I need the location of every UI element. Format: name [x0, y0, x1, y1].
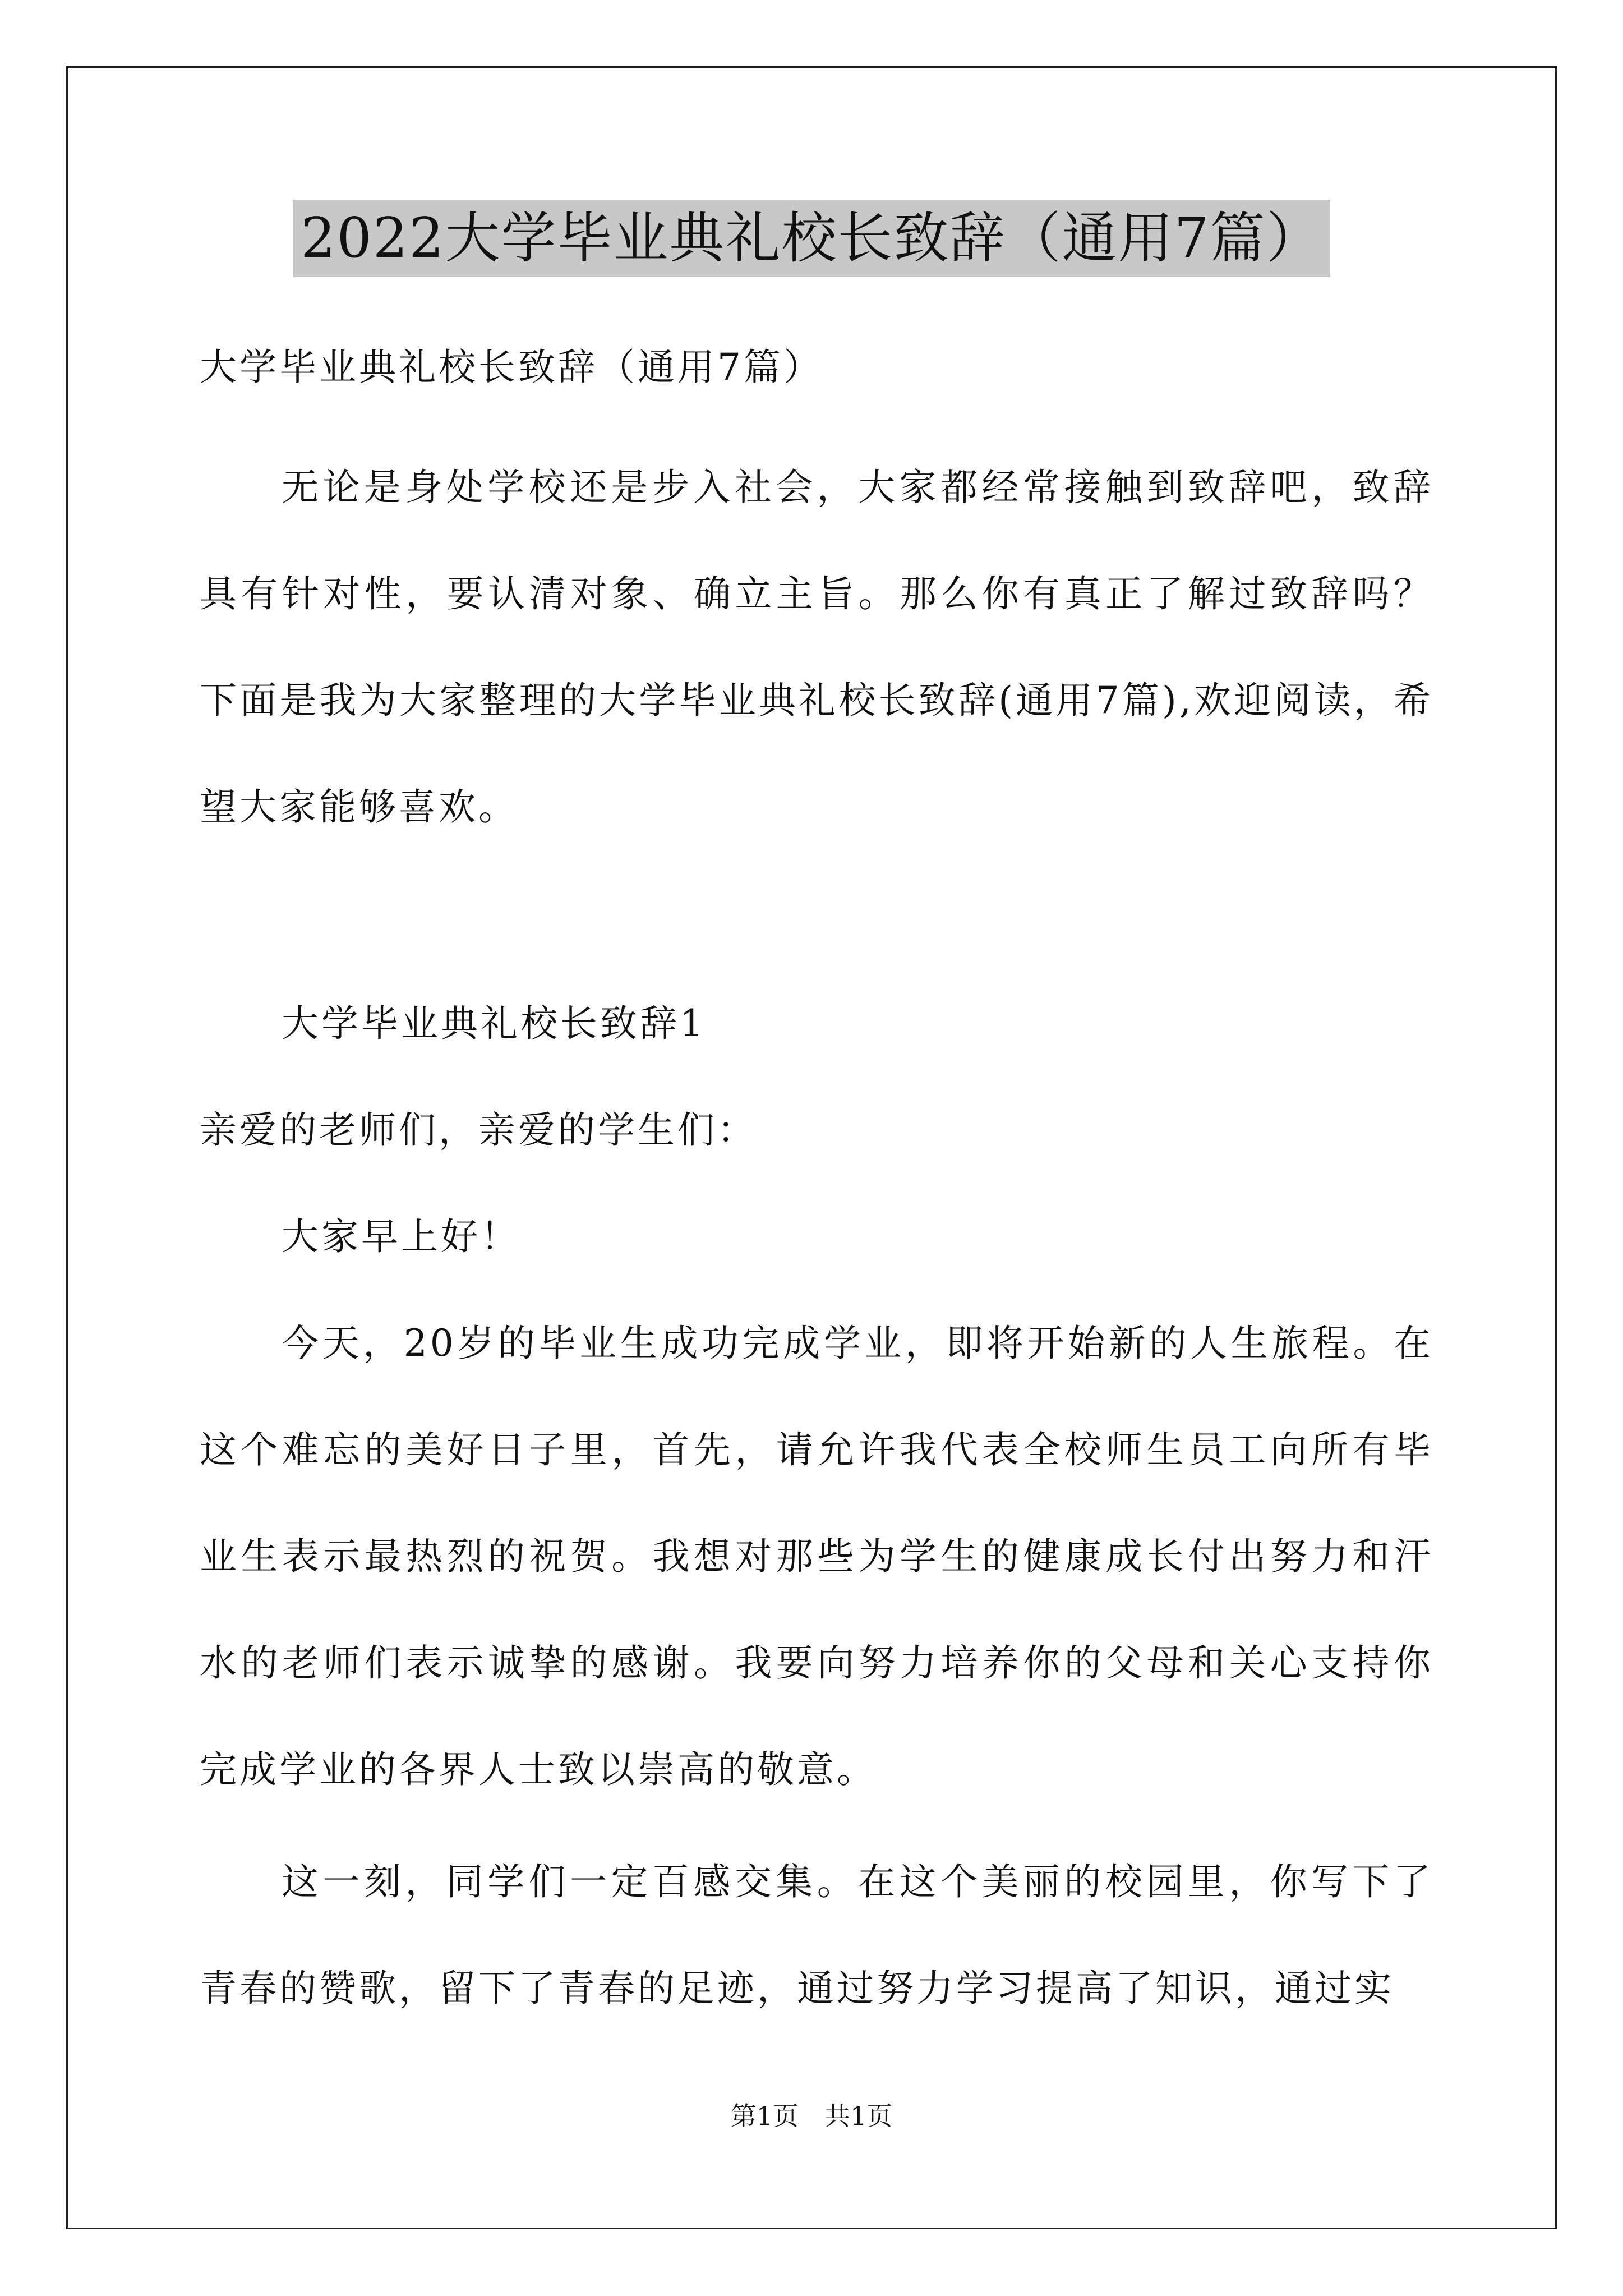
- document-title: 2022大学毕业典礼校长致辞（通用7篇）: [293, 200, 1330, 277]
- body-paragraph-2: 这一刻，同学们一定百感交集。在这个美丽的校园里，你写下了青春的赞歌，留下了青春的足迹，通过努力学习提高了知识，通过实: [200, 1860, 1433, 2010]
- body-paragraph-1: 今天，20岁的毕业生成功完成学业，即将开始新的人生旅程。在这个难忘的美好日子里，首先，请允许我代表全校师生员工向所有毕业生表示最热烈的祝贺。我想对那些为学生的健康成长付出努力和汗水的老师们表示诚挚的感谢。我要向努力培养你的父母和关心支持你完成学业的各界人士致以崇高的敬意。: [200, 1322, 1433, 1791]
- title-container: [0, 200, 1623, 277]
- intro-paragraph: 无论是身处学校还是步入社会，大家都经常接触到致辞吧，致辞具有针对性，要认清对象、确立主旨。那么你有真正了解过致辞吗？下面是我为大家整理的大学毕业典礼校长致辞(通用7篇),欢迎阅读，希望大家能够喜欢。: [200, 466, 1433, 829]
- salutation: 亲爱的老师们，亲爱的学生们：: [200, 1108, 757, 1152]
- section-heading: 大学毕业典礼校长致辞1: [282, 1002, 706, 1045]
- page-number: 第1页 共1页: [730, 2101, 893, 2131]
- document-subtitle: 大学毕业典礼校长致辞（通用7篇）: [200, 346, 823, 389]
- greeting: 大家早上好！: [282, 1215, 520, 1258]
